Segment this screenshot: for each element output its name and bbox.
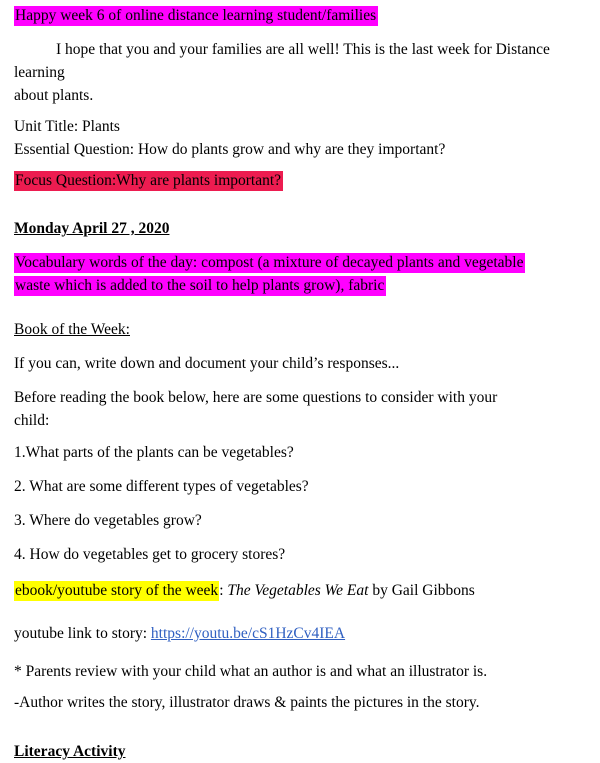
book-of-week-text: Book of the Week: bbox=[14, 321, 130, 338]
responses-note bbox=[14, 352, 584, 375]
question-item-1 bbox=[14, 441, 584, 464]
question-item-3 bbox=[14, 509, 584, 532]
date-heading bbox=[14, 217, 584, 240]
author-note bbox=[14, 691, 584, 714]
before-reading-line-1: Before reading the book below, here are some questions to consider with your bbox=[14, 389, 498, 406]
intro-line-2: about plants. bbox=[14, 87, 94, 104]
greeting-highlight: Happy week 6 of online distance learning student/families bbox=[15, 7, 377, 24]
before-reading-paragraph bbox=[14, 386, 584, 432]
question-text-3: 3. Where do vegetables grow? bbox=[14, 512, 202, 529]
focus-question-highlight: Focus Question:Why are plants important? bbox=[15, 172, 282, 189]
responses-note-text: If you can, write down and document your child’s responses... bbox=[14, 355, 400, 372]
question-text-2: 2. What are some different types of vegetables? bbox=[14, 478, 309, 495]
ebook-story-line bbox=[14, 579, 584, 602]
intro-line-1: I hope that you and your families are all well! This is the last week for Distance learning bbox=[14, 41, 550, 81]
parents-note-text: * Parents review with your child what an author is and what an illustrator is. bbox=[14, 663, 488, 680]
author-note-text: -Author writes the story, illustrator draws & paints the pictures in the story. bbox=[14, 694, 480, 711]
unit-title-line bbox=[14, 115, 584, 138]
literacy-activity-text: Literacy Activity bbox=[14, 743, 126, 760]
essential-question-text: Essential Question: How do plants grow and why are they important? bbox=[14, 141, 446, 158]
question-text-4: 4. How do vegetables get to grocery stores? bbox=[14, 546, 286, 563]
literacy-activity-heading bbox=[14, 740, 584, 763]
before-reading-line-2: child: bbox=[14, 412, 50, 429]
ebook-separator: : bbox=[219, 582, 228, 599]
question-item-2 bbox=[14, 475, 584, 498]
question-text-1: 1.What parts of the plants can be vegetables? bbox=[14, 444, 294, 461]
vocabulary-line-1: Vocabulary words of the day: compost (a mixture of decayed plants and vegetable bbox=[15, 254, 524, 271]
book-author-text: by Gail Gibbons bbox=[368, 582, 475, 599]
date-heading-text: Monday April 27 , 2020 bbox=[14, 220, 170, 237]
book-of-week-heading bbox=[14, 318, 584, 341]
book-title-text: The Vegetables We Eat bbox=[227, 582, 369, 599]
parents-note bbox=[14, 660, 584, 683]
unit-title-text: Unit Title: Plants bbox=[14, 118, 120, 135]
essential-question-line bbox=[14, 138, 584, 161]
question-item-4 bbox=[14, 543, 584, 566]
focus-question-line bbox=[14, 169, 584, 192]
vocabulary-line-2: waste which is added to the soil to help plants grow), fabric bbox=[15, 277, 385, 294]
greeting-line bbox=[14, 4, 584, 27]
youtube-link[interactable]: https://youtu.be/cS1HzCv4IEA bbox=[150, 625, 346, 642]
youtube-link-label: youtube link to story: bbox=[14, 625, 151, 642]
youtube-link-line bbox=[14, 622, 584, 645]
ebook-story-highlight: ebook/youtube story of the week bbox=[15, 582, 219, 599]
intro-paragraph bbox=[14, 38, 584, 107]
vocabulary-paragraph bbox=[14, 251, 584, 297]
